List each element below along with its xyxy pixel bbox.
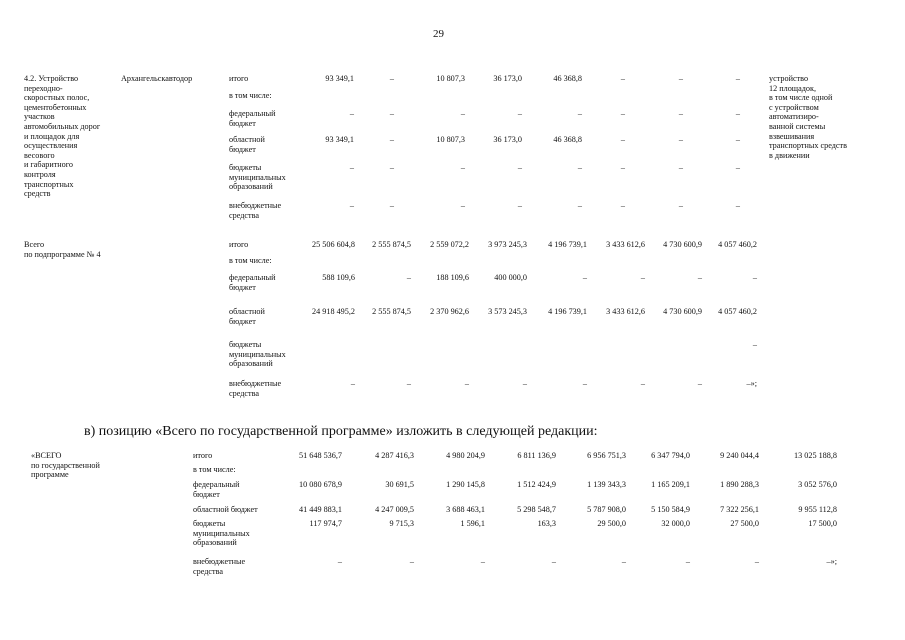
- total-program-cell: –: [685, 557, 690, 566]
- section-4-2-row-label-line: бюджеты: [229, 163, 262, 172]
- section-4-2-cell: –: [517, 163, 522, 172]
- total-program-cell: 4 247 009,5: [375, 505, 414, 514]
- section-4-2-title-line: средств: [24, 189, 51, 199]
- total-sub4-row-label-line: бюджет: [229, 282, 256, 292]
- section-4-2-cell: 10 807,3: [436, 135, 465, 144]
- total-sub4-row-label-line: образований: [229, 359, 273, 369]
- total-program-cell: 10 080 678,9: [299, 480, 342, 489]
- section-4-2-note-line: взвешивания: [769, 131, 815, 141]
- total-program-cell: 6 811 136,9: [517, 451, 556, 460]
- total-program-row-label-line: итого: [193, 451, 213, 460]
- section-4-2-row-label-line: в том числе:: [229, 91, 272, 100]
- section-4-2-row-label: [229, 74, 248, 84]
- total-sub4-row-label: [229, 340, 286, 369]
- total-sub4-cell: –: [406, 273, 411, 282]
- total-sub4-cell: 2 370 962,6: [430, 307, 469, 316]
- section-4-2-row-label-line: внебюджетные: [229, 201, 282, 210]
- total-sub4-cell: 4 196 739,1: [548, 307, 587, 316]
- total-sub4-row-label: [229, 273, 276, 292]
- total-sub4-row-label-line: средства: [229, 388, 260, 398]
- total-sub4-row-label-line: внебюджетные: [229, 379, 282, 388]
- total-program-cell: 1 890 288,3: [720, 480, 759, 489]
- total-program-cell: –: [337, 557, 342, 566]
- section-4-2-cell: 93 349,1: [325, 74, 354, 83]
- section-4-2-cell: 36 173,0: [493, 74, 522, 83]
- section-4-2-cell: –: [678, 109, 683, 118]
- total-program-row-label-line: образований: [193, 538, 237, 548]
- total-program-cell: 9 240 044,4: [720, 451, 759, 460]
- total-sub4-cell: 24 918 495,2: [312, 307, 355, 316]
- total-sub4-row-label-line: муниципальных: [229, 349, 286, 359]
- total-program-cell: 30 691,5: [385, 480, 414, 489]
- total-program-row-label-line: внебюджетные: [193, 557, 246, 566]
- section-4-2-cell: –: [735, 163, 740, 172]
- total-sub4-cell: 3 433 612,6: [606, 240, 645, 249]
- section-4-2-row-label-line: образований: [229, 182, 273, 192]
- total-sub4-cell: 25 506 604,8: [312, 240, 355, 249]
- section-4-2-note-line: в движении: [769, 150, 810, 160]
- total-program-cell: 51 648 536,7: [299, 451, 342, 460]
- section-4-2-executor: Архангельскавтодор: [121, 74, 193, 83]
- total-program-row-label-line: бюджеты: [193, 519, 226, 528]
- section-4-2-title-line: и площадок для: [24, 131, 80, 141]
- total-sub4-cell: –: [582, 379, 587, 388]
- total-sub4-cell: 188 109,6: [436, 273, 469, 282]
- section-4-2-cell: 10 807,3: [436, 74, 465, 83]
- section-4-2-title-line: весового: [24, 150, 55, 160]
- total-program-cell: 32 000,0: [661, 519, 690, 528]
- total-program-cell: 5 787 908,0: [587, 505, 626, 514]
- total-program-cell: –: [551, 557, 556, 566]
- total-program-row-label-line: в том числе:: [193, 465, 236, 474]
- total-program-cell: –: [621, 557, 626, 566]
- section-4-2-title-line: цементобетонных: [24, 102, 87, 112]
- total-sub4-cell: 3 573 245,3: [488, 307, 527, 316]
- total-program-title-line: по государственной: [31, 460, 100, 470]
- section-4-2-cell: –: [389, 74, 394, 83]
- total-program-cell: 4 287 416,3: [375, 451, 414, 460]
- total-program-cell: 3 052 576,0: [798, 480, 837, 489]
- total-program-cell: –: [754, 557, 759, 566]
- total-program-cell: 117 974,7: [309, 519, 342, 528]
- total-sub4-row-label-line: в том числе:: [229, 256, 272, 265]
- total-sub4-cell: –: [350, 379, 355, 388]
- section-4-2-title-line: автомобильных дорог: [24, 121, 101, 131]
- total-program-row-label: [193, 465, 236, 475]
- total-program-cell: 7 322 256,1: [720, 505, 759, 514]
- total-program-row-label: [193, 519, 250, 548]
- total-program-title: [31, 451, 100, 480]
- section-4-2-cell: –: [389, 163, 394, 172]
- total-sub4-cell: 588 109,6: [322, 273, 355, 282]
- section-4-2-cell: –: [349, 109, 354, 118]
- total-program-row-label: [193, 451, 212, 461]
- total-program-row-label-line: бюджет: [193, 489, 220, 499]
- section-4-2-row-label-line: итого: [229, 74, 249, 83]
- total-program-cell: 6 347 794,0: [651, 451, 690, 460]
- total-program-row-label-line: областной бюджет: [193, 505, 258, 514]
- section-4-2-row-label: [229, 91, 272, 101]
- total-program-cell: 41 449 883,1: [299, 505, 342, 514]
- total-sub4-cell: 2 559 072,2: [430, 240, 469, 249]
- total-program-cell: 13 025 188,8: [794, 451, 837, 460]
- section-4-2-cell: –: [620, 74, 625, 83]
- total-program-cell: 1 290 145,8: [446, 480, 485, 489]
- section-4-2-note-line: в том числе одной: [769, 93, 833, 103]
- total-program-cell: 1 139 343,3: [587, 480, 626, 489]
- total-program-cell: 9 715,3: [389, 519, 414, 528]
- total-sub4-row-label-line: бюджеты: [229, 340, 262, 349]
- total-sub4-cell: –: [640, 379, 645, 388]
- section-4-2-cell: –: [735, 109, 740, 118]
- total-sub4-title-line: Всего: [24, 240, 45, 249]
- section-4-2-title-line: переходно-: [24, 83, 63, 93]
- total-program-cell: 17 500,0: [808, 519, 837, 528]
- section-4-2-cell: –: [349, 163, 354, 172]
- section-4-2-cell: –: [389, 201, 394, 210]
- section-4-2-cell: –: [620, 135, 625, 144]
- total-sub4-cell: 4 730 600,9: [663, 307, 702, 316]
- section-4-2-note-line: устройство: [769, 74, 809, 83]
- section-4-2-cell: –: [620, 163, 625, 172]
- section-4-2-row-label-line: муниципальных: [229, 172, 286, 182]
- section-4-2-note-line: ванной системы: [769, 121, 826, 131]
- total-sub4-cell: 2 555 874,5: [372, 307, 411, 316]
- section-4-2-cell: –: [735, 135, 740, 144]
- total-program-title-line: программе: [31, 470, 69, 480]
- total-sub4-cell: –: [752, 340, 757, 349]
- section-4-2-cell: –: [678, 163, 683, 172]
- total-sub4-cell: 4 730 600,9: [663, 240, 702, 249]
- section-4-2-cell: –: [460, 201, 465, 210]
- total-program-cell: 163,3: [537, 519, 556, 528]
- total-program-cell: –»;: [826, 557, 837, 566]
- total-sub4-title-line: по подпрограмме № 4: [24, 249, 101, 259]
- total-sub4-cell: –: [697, 379, 702, 388]
- total-program-cell: 6 956 751,3: [587, 451, 626, 460]
- total-sub4-cell: –: [522, 379, 527, 388]
- total-program-row-label-line: средства: [193, 566, 224, 576]
- section-4-2-title-line: контроля: [24, 169, 56, 179]
- section-4-2-title-line: транспортных: [24, 179, 74, 189]
- total-sub4-cell: 400 000,0: [494, 273, 527, 282]
- total-sub4-cell: –: [464, 379, 469, 388]
- section-4-2-title-line: и габаритного: [24, 160, 73, 170]
- total-sub4-cell: –: [640, 273, 645, 282]
- total-program-cell: –: [409, 557, 414, 566]
- section-4-2-title-line: участков: [24, 112, 55, 122]
- section-4-2-cell: –: [349, 201, 354, 210]
- total-sub4-row-label: [229, 379, 281, 398]
- total-sub4-cell: 2 555 874,5: [372, 240, 411, 249]
- total-sub4-cell: 4 057 460,2: [718, 240, 757, 249]
- section-4-2-cell: –: [620, 109, 625, 118]
- total-program-row-label: [193, 557, 245, 576]
- section-4-2-cell: –: [517, 201, 522, 210]
- section-4-2-note-line: 12 площадок,: [769, 83, 817, 93]
- total-program-cell: 1 512 424,9: [517, 480, 556, 489]
- total-sub4-row-label: [229, 307, 265, 326]
- section-4-2-row-label-line: федеральный: [229, 109, 276, 118]
- section-4-2-cell: –: [389, 135, 394, 144]
- total-program-cell: 29 500,0: [597, 519, 626, 528]
- section-4-2-cell: –: [620, 201, 625, 210]
- total-sub4-row-label-line: итого: [229, 240, 249, 249]
- total-program-cell: 5 150 584,9: [651, 505, 690, 514]
- section-4-2-row-label: [229, 135, 265, 154]
- total-sub4-cell: –: [582, 273, 587, 282]
- total-sub4-cell: –: [406, 379, 411, 388]
- section-4-2-row-label: [229, 163, 286, 192]
- section-4-2-cell: –: [389, 109, 394, 118]
- total-program-cell: –: [480, 557, 485, 566]
- section-4-2-note-line: автоматизиро-: [769, 112, 819, 122]
- total-sub4-row-label: [229, 256, 272, 266]
- page-number: 29: [433, 28, 444, 40]
- section-4-2-note: [769, 74, 847, 160]
- section-4-2-cell: –: [577, 109, 582, 118]
- section-4-2-cell: 93 349,1: [325, 135, 354, 144]
- section-4-2-cell: –: [577, 201, 582, 210]
- section-4-2-row-label-line: средства: [229, 210, 260, 220]
- total-sub4-row-label: [229, 240, 248, 250]
- section-4-2-cell: 46 368,8: [553, 74, 582, 83]
- section-4-2-cell: 36 173,0: [493, 135, 522, 144]
- section-4-2-cell: –: [735, 201, 740, 210]
- section-4-2-cell: –: [678, 135, 683, 144]
- total-sub4-title: [24, 240, 101, 259]
- section-4-2-title-line: 4.2. Устройство: [24, 74, 79, 83]
- total-program-cell: 5 298 548,7: [517, 505, 556, 514]
- total-sub4-cell: 3 973 245,3: [488, 240, 527, 249]
- section-heading: в) позицию «Всего по государственной программе» изложить в следующей редакции:: [84, 424, 598, 439]
- total-sub4-cell: 3 433 612,6: [606, 307, 645, 316]
- total-sub4-cell: 4 196 739,1: [548, 240, 587, 249]
- total-program-cell: 3 688 463,1: [446, 505, 485, 514]
- section-4-2-row-label-line: областной: [229, 135, 265, 144]
- section-4-2-cell: 46 368,8: [553, 135, 582, 144]
- total-program-cell: 9 955 112,8: [798, 505, 837, 514]
- section-4-2-note-line: транспортных средств: [769, 141, 847, 151]
- section-4-2-title-line: осуществления: [24, 141, 78, 151]
- section-4-2-row-label: [229, 109, 276, 128]
- total-program-cell: 1 596,1: [460, 519, 485, 528]
- total-program-title-line: «ВСЕГО: [31, 451, 62, 460]
- section-4-2-note-line: с устройством: [769, 102, 819, 112]
- section-4-2-row-label-line: бюджет: [229, 118, 256, 128]
- section-4-2-cell: –: [678, 201, 683, 210]
- total-program-cell: 4 980 204,9: [446, 451, 485, 460]
- total-sub4-cell: 4 057 460,2: [718, 307, 757, 316]
- section-4-2-title-line: скоростных полос,: [24, 93, 90, 103]
- total-program-cell: 1 165 209,1: [651, 480, 690, 489]
- total-sub4-row-label-line: областной: [229, 307, 265, 316]
- section-4-2-cell: –: [678, 74, 683, 83]
- section-4-2-title: [24, 74, 100, 199]
- section-4-2-cell: –: [577, 163, 582, 172]
- section-4-2-cell: –: [735, 74, 740, 83]
- total-sub4-cell: –: [697, 273, 702, 282]
- total-program-cell: 27 500,0: [730, 519, 759, 528]
- total-sub4-cell: –»;: [746, 379, 757, 388]
- section-4-2-cell: –: [517, 109, 522, 118]
- section-4-2-row-label-line: бюджет: [229, 144, 256, 154]
- section-4-2-row-label: [229, 201, 281, 220]
- total-sub4-row-label-line: бюджет: [229, 316, 256, 326]
- total-sub4-row-label-line: федеральный: [229, 273, 276, 282]
- total-program-row-label: [193, 480, 240, 499]
- total-sub4-cell: –: [752, 273, 757, 282]
- section-4-2-cell: –: [460, 109, 465, 118]
- section-4-2-cell: –: [460, 163, 465, 172]
- total-program-row-label: [193, 505, 258, 515]
- total-program-row-label-line: федеральный: [193, 480, 240, 489]
- total-program-row-label-line: муниципальных: [193, 528, 250, 538]
